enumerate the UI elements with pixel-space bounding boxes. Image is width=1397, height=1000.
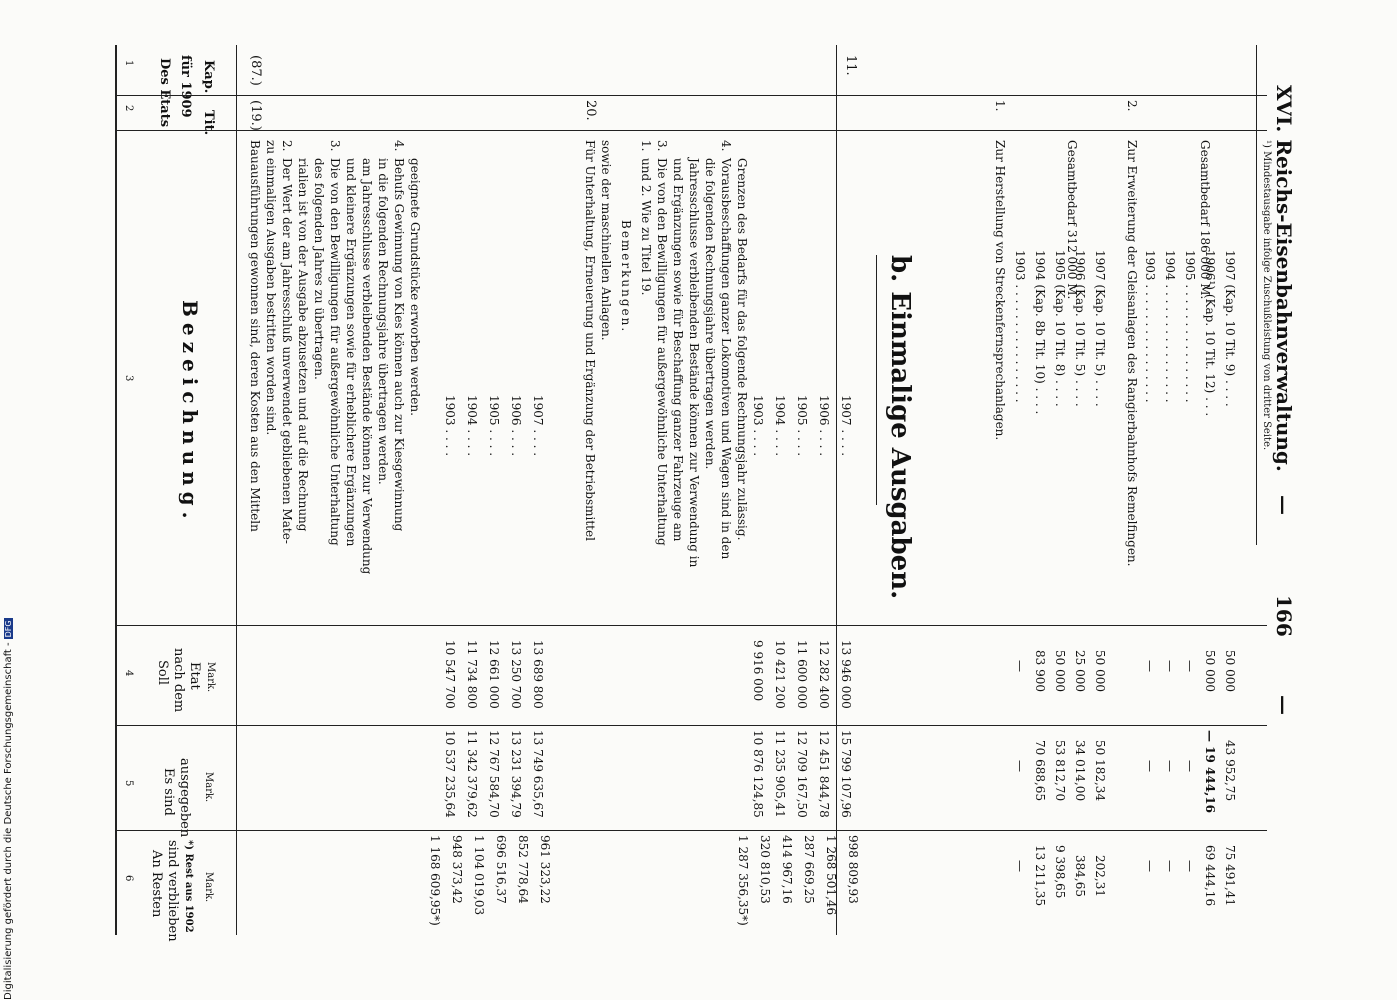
row-ausg: 10 876 124,85 — [751, 730, 765, 818]
row-label: 1906 . . . . — [817, 395, 831, 457]
col-divider-2 — [117, 130, 1267, 131]
t20-line1: Für Unterhaltung, Erneuerung und Ergänzung der Betriebsmittel — [583, 140, 597, 541]
n2-line3: des folgenden Jahres zu übertragen. — [312, 158, 326, 380]
row-label: 1907 . . . . — [531, 395, 545, 457]
row-rest: 13 211,35 — [1033, 845, 1047, 907]
b4-label: 4. — [719, 140, 733, 152]
row-rest: — — [1183, 860, 1197, 872]
colnum-6: 6 — [123, 875, 134, 882]
section-b-heading: b. Einmalige Ausgaben. — [885, 255, 915, 600]
top-rule — [115, 45, 117, 935]
row-ausg: 43 952,75 — [1223, 740, 1237, 802]
row-soll: 50 000 — [1223, 650, 1237, 692]
rest-unit: Mark. — [203, 872, 214, 903]
row-ausg: 10 537 235,64 — [443, 730, 457, 818]
row-label: 1907 (Kap. 10 Tit. 9) . . . . — [1223, 250, 1237, 407]
row-ausg: 11 235 905,41 — [773, 730, 787, 818]
col-divider-1 — [117, 95, 1267, 96]
row-label: 1904 . . . . . . . . . . . . . . . . — [1163, 250, 1177, 403]
row-label: 1905 (Kap. 10 Tit. 8) . . . . — [1053, 250, 1067, 407]
row-label: 1904 (Kap. 8b Tit. 10) . . . . — [1033, 250, 1047, 415]
n3-label: 3. — [328, 140, 342, 152]
colnum-5: 5 — [123, 780, 134, 787]
row-rest: — — [1163, 860, 1177, 872]
dfg-logo: DFG — [4, 620, 13, 638]
colnum-1: 1 — [123, 60, 134, 67]
gesamtbedarf-1: Gesamtbedarf 312 000 M. — [1065, 140, 1079, 300]
col-divider-4 — [117, 725, 1267, 726]
row-soll: 10 421 200 — [773, 640, 787, 709]
row-soll: 11 734 800 — [465, 640, 479, 709]
row-ausg: 50 182,34 — [1093, 740, 1107, 802]
kap-11: 11. — [843, 55, 858, 76]
b3-line3: Jahresschlusse verbleibenden Bestände können zur Verwendung in — [687, 158, 701, 568]
col-divider-5 — [117, 830, 1267, 831]
row-rest: 1 168 609,95*) — [428, 835, 442, 926]
row-ausg: 13 231 394,79 — [509, 730, 523, 818]
row-ausg: 53 812,70 — [1053, 740, 1067, 802]
row-label: 1905 . . . . — [795, 395, 809, 457]
n3-line4: in die folgenden Rechnungsjahre übertragen werden. — [376, 158, 390, 485]
row-label: 1906 . . . . — [509, 395, 523, 457]
row-rest: 696 516,37 — [494, 835, 508, 904]
row-soll: 10 547 700 — [443, 640, 457, 709]
row-rest: 9 398,65 — [1053, 845, 1067, 899]
row-ausg: — — [1183, 760, 1197, 772]
b1-text: und 2. Wie zu Titel 19. — [639, 158, 653, 296]
b3-line1: Die von den Bewilligungen für außergewöhnliche Unterhaltung — [655, 158, 669, 546]
footnote: ¹) Mindestausgabe infolge Zuschußleistung von dritter Seite. — [1261, 140, 1272, 451]
rest-header-l3: *) Rest aus 1902 — [183, 840, 194, 933]
row-soll: — — [1143, 660, 1157, 672]
colnum-2: 2 — [123, 105, 134, 112]
row-ausg: 12 767 584,70 — [487, 730, 501, 818]
row-ausg: 11 342 379,62 — [465, 730, 479, 818]
row-ausg: — — [1013, 760, 1027, 772]
row-rest: 1 268 501,46 — [824, 835, 838, 916]
row-label: 1905 . . . . . . . . . . . . . . . . — [1183, 250, 1197, 403]
row-label: 1905 . . . . — [487, 395, 501, 457]
row-rest: 852 778,64 — [516, 835, 530, 904]
b3-line4: die folgenden Rechnungsjahre übertragen werden. — [703, 158, 717, 470]
row-rest: 202,31 — [1093, 855, 1107, 897]
row-label: 1906¹) (Kap. 10 Tit. 12) . . . — [1203, 250, 1217, 417]
digitization-note — [3, 618, 14, 1000]
row-label: 1904 . . . . — [773, 395, 787, 457]
etat-header-l2: für 1909 — [178, 55, 193, 118]
row-soll: 50 000 — [1053, 650, 1067, 692]
page-number: 166 — [1272, 595, 1296, 637]
soll-header-l3: Etat — [187, 662, 202, 690]
row-rest: — — [1013, 860, 1027, 872]
t20-line2: sowie der maschinellen Anlagen. — [599, 140, 613, 341]
col-divider-3 — [117, 625, 1267, 626]
row-rest: 384,65 — [1073, 855, 1087, 897]
row-rest: 998 809,93 — [846, 835, 860, 904]
soll-header-l2: nach dem — [171, 648, 186, 713]
row-ausg: — — [1143, 760, 1157, 772]
row-rest: 75 491,41 — [1223, 845, 1237, 907]
row-rest: 287 669,25 — [802, 835, 816, 904]
row-ausg: 15 799 107,96 — [839, 730, 853, 818]
row-soll: 50 000 — [1093, 650, 1107, 692]
n4-line1: Behufs Gewinnung von Kies können auch zur Kiesgewinnung — [392, 158, 406, 532]
footnote-rule — [1256, 45, 1257, 545]
ausg-header-l1: Es sind — [161, 768, 176, 816]
row-label: 1906 (Kap. 10 Tit. 5) . . . . — [1073, 250, 1087, 407]
row-soll: — — [1183, 660, 1197, 672]
e2-text: Zur Erweiterung der Gleisanlagen des Rangierbahnhofs Remelfingen. — [1125, 140, 1139, 567]
row-ausg: — — [1163, 760, 1177, 772]
page-title: XVI. Reichs-Eisenbahnverwaltung. — [1272, 85, 1296, 472]
digitization-text: Digitalisierung gefördert durch die Deutsche Forschungsgemeinschaft - — [3, 642, 14, 1000]
e1-label: 1. — [993, 100, 1007, 112]
row-ausg: — 19 444,16 — [1203, 730, 1217, 813]
tit-20: 20. — [583, 100, 598, 121]
n3-line3: am Jahresschlusse verbleibenden Bestände können zur Verwendung — [360, 158, 374, 575]
n4-label: 4. — [392, 140, 406, 152]
row-label: 1903 . . . . — [443, 395, 457, 457]
row-rest: 320 810,53 — [758, 835, 772, 904]
row-soll: — — [1163, 660, 1177, 672]
row-label: 1903 . . . . — [751, 395, 765, 457]
row-label: 1907 (Kap. 10 Tit. 5) . . . . — [1093, 250, 1107, 407]
colnum-3: 3 — [123, 375, 134, 382]
row-soll: 13 250 700 — [509, 640, 523, 709]
n2-line2: rialien ist von der Ausgabe abzusetzen und auf die Rechnung — [296, 158, 310, 532]
row-rest: 948 373,42 — [450, 835, 464, 904]
tit-header: Tit. — [201, 110, 216, 136]
ausg-header-l2: ausgegeben — [177, 758, 192, 838]
section-rule — [836, 45, 837, 935]
gesamtbedarf-2: Gesamtbedarf 186 000 M. — [1198, 140, 1212, 300]
section-b-underline — [876, 255, 877, 505]
e2-label: 2. — [1125, 100, 1139, 112]
e1-text: Zur Herstellung von Streckenfernsprechanlagen. — [993, 140, 1007, 441]
soll-unit: Mark. — [205, 662, 216, 693]
row-soll: 13 946 000 — [839, 640, 853, 709]
row-rest: 1 287 356,35*) — [736, 835, 750, 926]
b3-label: 3. — [655, 140, 669, 152]
row-soll: 83 900 — [1033, 650, 1047, 692]
row-label: 1907 . . . . — [839, 395, 853, 457]
row-soll: 50 000 — [1203, 650, 1217, 692]
row-ausg: 34 014,00 — [1073, 740, 1087, 802]
row-label: 1903 . . . . . . . . . . . . . . . . — [1013, 250, 1027, 403]
row-rest: — — [1143, 860, 1157, 872]
row-ausg: 12 709 167,50 — [795, 730, 809, 818]
b4-line1: Vorausbeschaffungen ganzer Lokomotiven und Wagen sind in den — [719, 158, 733, 560]
row-rest: 414 967,16 — [780, 835, 794, 904]
title-dash-right: — — [1272, 695, 1296, 715]
n3-line2: und kleinere Ergänzungen sowie für erheblichere Ergänzungen — [344, 158, 358, 547]
b1-label: 1. — [639, 140, 653, 152]
soll-header-l1: Soll — [155, 660, 170, 686]
rest-header-l2: sind verblieben — [165, 840, 180, 942]
row-soll: 12 282 400 — [817, 640, 831, 709]
p1-line1: Bauausführungen gewonnen sind, deren Kosten aus den Mitteln — [248, 140, 262, 532]
kap-header: Kap. — [201, 60, 216, 94]
row-rest: 1 104 019,03 — [472, 835, 486, 916]
row-soll: — — [1013, 660, 1027, 672]
n4-line2: geeignete Grundstücke erworben werden. — [408, 158, 422, 416]
b3-line2: und Ergänzungen sowie für Beschaffung ganzer Fahrzeuge am — [671, 158, 685, 542]
colnum-4: 4 — [123, 670, 134, 677]
row-rest: 69 444,16 — [1203, 845, 1217, 907]
n3-line1: Die von den Bewilligungen für außergewöhnliche Unterhaltung — [328, 158, 342, 546]
tit-19: (19.) — [248, 100, 263, 131]
row-ausg: 70 688,65 — [1033, 740, 1047, 802]
kap-87: (87.) — [248, 55, 263, 86]
row-soll: 11 600 000 — [795, 640, 809, 709]
bemerkungen-heading: Bemerkungen. — [619, 220, 633, 334]
row-rest: 961 323,22 — [538, 835, 552, 904]
row-ausg: 12 451 844,78 — [817, 730, 831, 818]
n2-label: 2. — [280, 140, 294, 152]
rest-header-l1: An Resten — [149, 850, 164, 918]
title-dash-left: — — [1272, 495, 1296, 515]
header-rule — [236, 45, 237, 935]
p1-line2: zu einmaligen Ausgaben bestritten worden sind. — [264, 140, 278, 436]
bezeichnung-header: Bezeichnung. — [178, 300, 202, 525]
etat-header-l1: Des Etats — [157, 58, 172, 128]
row-soll: 9 916 000 — [751, 640, 765, 702]
row-label: 1903 . . . . . . . . . . . . . . . . — [1143, 250, 1157, 403]
row-soll: 25 000 — [1073, 650, 1087, 692]
b4-line2: Grenzen des Bedarfs für das folgende Rechnungsjahr zulässig. — [735, 158, 749, 541]
row-label: 1904 . . . . — [465, 395, 479, 457]
row-ausg: 13 749 635,67 — [531, 730, 545, 818]
n2-line1: Der Wert der am Jahresschluß unverwendet gebliebenen Mate- — [280, 158, 294, 544]
row-soll: 13 689 800 — [531, 640, 545, 709]
row-soll: 12 661 000 — [487, 640, 501, 709]
ausg-unit: Mark. — [203, 772, 214, 803]
